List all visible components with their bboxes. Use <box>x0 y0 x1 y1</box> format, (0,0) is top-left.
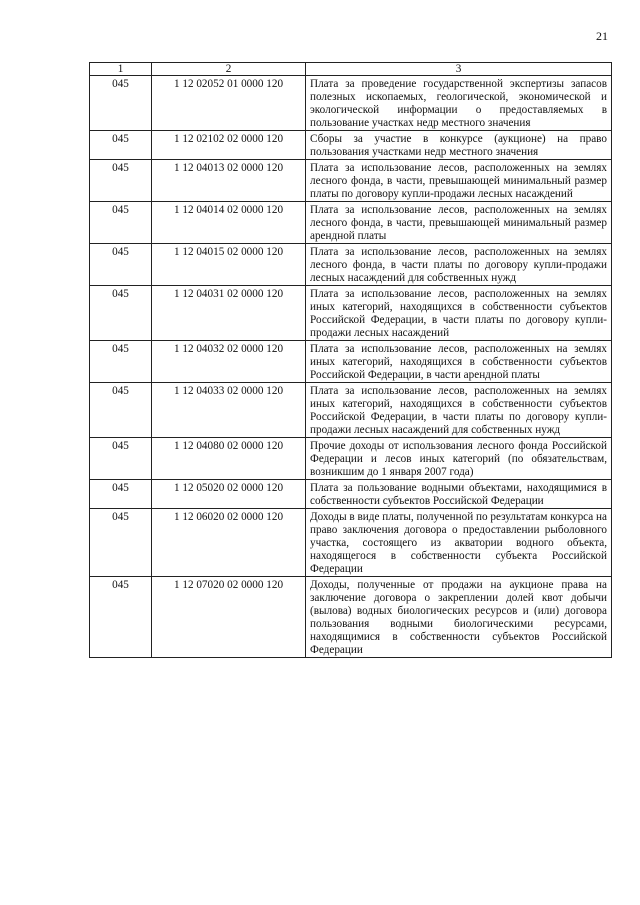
budget-code-cell: 1 12 04013 02 0000 120 <box>152 160 306 202</box>
admin-code-cell: 045 <box>90 131 152 160</box>
revenue-name-cell: Плата за использование лесов, расположенных на землях лесного фонда, в части платы по договору купли-продажи лесных насаждений для собственных нужд <box>306 244 612 286</box>
budget-code-cell: 1 12 06020 02 0000 120 <box>152 509 306 577</box>
budget-code-cell: 1 12 02052 01 0000 120 <box>152 76 306 131</box>
budget-code-cell: 1 12 04014 02 0000 120 <box>152 202 306 244</box>
revenue-name-cell: Сборы за участие в конкурсе (аукционе) на право пользования участками недр местного значения <box>306 131 612 160</box>
table-row <box>90 438 612 480</box>
column-header-code: 2 <box>152 63 306 76</box>
budget-code-cell: 1 12 02102 02 0000 120 <box>152 131 306 160</box>
revenue-name-cell: Доходы, полученные от продажи на аукционе права на заключение договора о закреплении долей квот добычи (вылова) водных биологических ресурсов и (или) договора пользования водными биологическими ресурсами, находящимися в собственности субъектов Российской Федерации <box>306 577 612 658</box>
admin-code-cell: 045 <box>90 341 152 383</box>
revenue-name-cell: Плата за пользование водными объектами, находящимися в собственности субъектов Российской Федерации <box>306 480 612 509</box>
admin-code-cell: 045 <box>90 286 152 341</box>
revenue-name-cell: Прочие доходы от использования лесного фонда Российской Федерации и лесов иных категорий (по обязательствам, возникшим до 1 января 2007 года) <box>306 438 612 480</box>
table-row <box>90 244 612 286</box>
revenue-name-cell: Доходы в виде платы, полученной по результатам конкурса на право заключения договора о предоставлении рыболовного участка, состоящего из акватории водного объекта, находящегося в собственности субъекта Российской Федерации <box>306 509 612 577</box>
table-row <box>90 286 612 341</box>
table-row <box>90 131 612 160</box>
table-header-row <box>90 63 612 76</box>
admin-code-cell: 045 <box>90 480 152 509</box>
table-row <box>90 202 612 244</box>
revenue-name-cell: Плата за использование лесов, расположенных на землях лесного фонда, в части, превышающей минимальный размер платы по договору купли-продажи лесных насаждений <box>306 160 612 202</box>
budget-codes-table <box>89 62 612 658</box>
budget-code-cell: 1 12 07020 02 0000 120 <box>152 577 306 658</box>
column-header-admin: 1 <box>90 63 152 76</box>
table-row <box>90 509 612 577</box>
table-row <box>90 76 612 131</box>
budget-code-cell: 1 12 04031 02 0000 120 <box>152 286 306 341</box>
budget-code-cell: 1 12 04032 02 0000 120 <box>152 341 306 383</box>
admin-code-cell: 045 <box>90 202 152 244</box>
table-row <box>90 341 612 383</box>
column-header-name: 3 <box>306 63 612 76</box>
revenue-name-cell: Плата за использование лесов, расположенных на землях иных категорий, находящихся в собственности субъектов Российской Федерации, в части арендной платы <box>306 341 612 383</box>
revenue-name-cell: Плата за использование лесов, расположенных на землях иных категорий, находящихся в собственности субъектов Российской Федерации, в части платы по договору купли-продажи лесных насаждений <box>306 286 612 341</box>
admin-code-cell: 045 <box>90 383 152 438</box>
table-row <box>90 480 612 509</box>
admin-code-cell: 045 <box>90 76 152 131</box>
page-number: 21 <box>596 29 608 43</box>
budget-code-cell: 1 12 04080 02 0000 120 <box>152 438 306 480</box>
admin-code-cell: 045 <box>90 577 152 658</box>
revenue-name-cell: Плата за проведение государственной экспертизы запасов полезных ископаемых, геологической, экономической и экологической информации о предоставляемых в пользование участках недр местного значения <box>306 76 612 131</box>
admin-code-cell: 045 <box>90 438 152 480</box>
revenue-name-cell: Плата за использование лесов, расположенных на землях лесного фонда, в части, превышающей минимальный размер арендной платы <box>306 202 612 244</box>
budget-code-cell: 1 12 04015 02 0000 120 <box>152 244 306 286</box>
admin-code-cell: 045 <box>90 244 152 286</box>
budget-code-cell: 1 12 05020 02 0000 120 <box>152 480 306 509</box>
budget-code-cell: 1 12 04033 02 0000 120 <box>152 383 306 438</box>
table-row <box>90 383 612 438</box>
table-row <box>90 160 612 202</box>
admin-code-cell: 045 <box>90 509 152 577</box>
admin-code-cell: 045 <box>90 160 152 202</box>
revenue-name-cell: Плата за использование лесов, расположенных на землях иных категорий, находящихся в собственности субъектов Российской Федерации, в части платы по договору купли-продажи лесных насаждений для собственных нужд <box>306 383 612 438</box>
table-row <box>90 577 612 658</box>
